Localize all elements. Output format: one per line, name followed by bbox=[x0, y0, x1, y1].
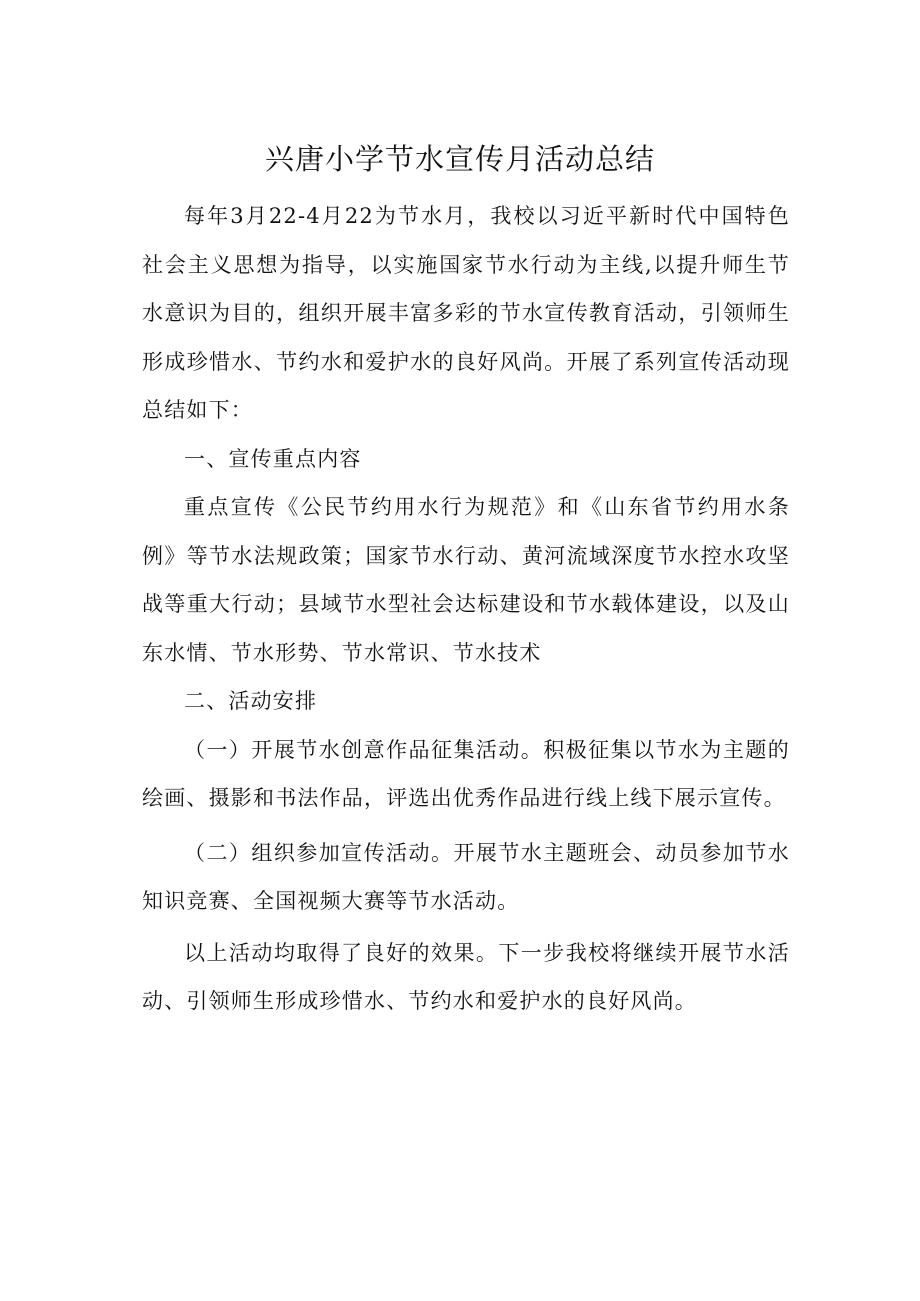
paragraph-intro: 每年3月22-4月22为节水月，我校以习近平新时代中国特色社会主义思想为指导，以实施国家节水行动为主线,以提升师生节水意识为目的，组织开展丰富多彩的节水宣传教育活动，引领师生形成珍惜水、节约水和爱护水的良好风尚。开展了系列宣传活动现总结如下： bbox=[142, 204, 790, 422]
document-body bbox=[142, 192, 790, 1026]
section-heading-2: 二、活动安排 bbox=[184, 689, 318, 713]
paragraph-key-content: 重点宣传《公民节约用水行为规范》和《山东省节约用水条例》等节水法规政策；国家节水行动、黄河流域深度节水控水攻坚战等重大行动；县域节水型社会达标建设和节水载体建设，以及山东水情、节水形势、节水常识、节水技术 bbox=[142, 495, 790, 665]
paragraph-conclusion: 以上活动均取得了良好的效果。下一步我校将继续开展节水活动、引领师生形成珍惜水、节约水和爱护水的良好风尚。 bbox=[142, 940, 790, 1013]
section-heading-1: 一、宣传重点内容 bbox=[184, 446, 362, 471]
paragraph-activity-1: （一）开展节水创意作品征集活动。积极征集以节水为主题的绘画、摄影和书法作品，评选出优秀作品进行线上线下展示宣传。 bbox=[142, 737, 790, 810]
document-title: 兴唐小学节水宣传月活动总结 bbox=[264, 142, 655, 176]
paragraph-activity-2: （二）组织参加宣传活动。开展节水主题班会、动员参加节水知识竞赛、全国视频大赛等节水活动。 bbox=[142, 840, 790, 913]
